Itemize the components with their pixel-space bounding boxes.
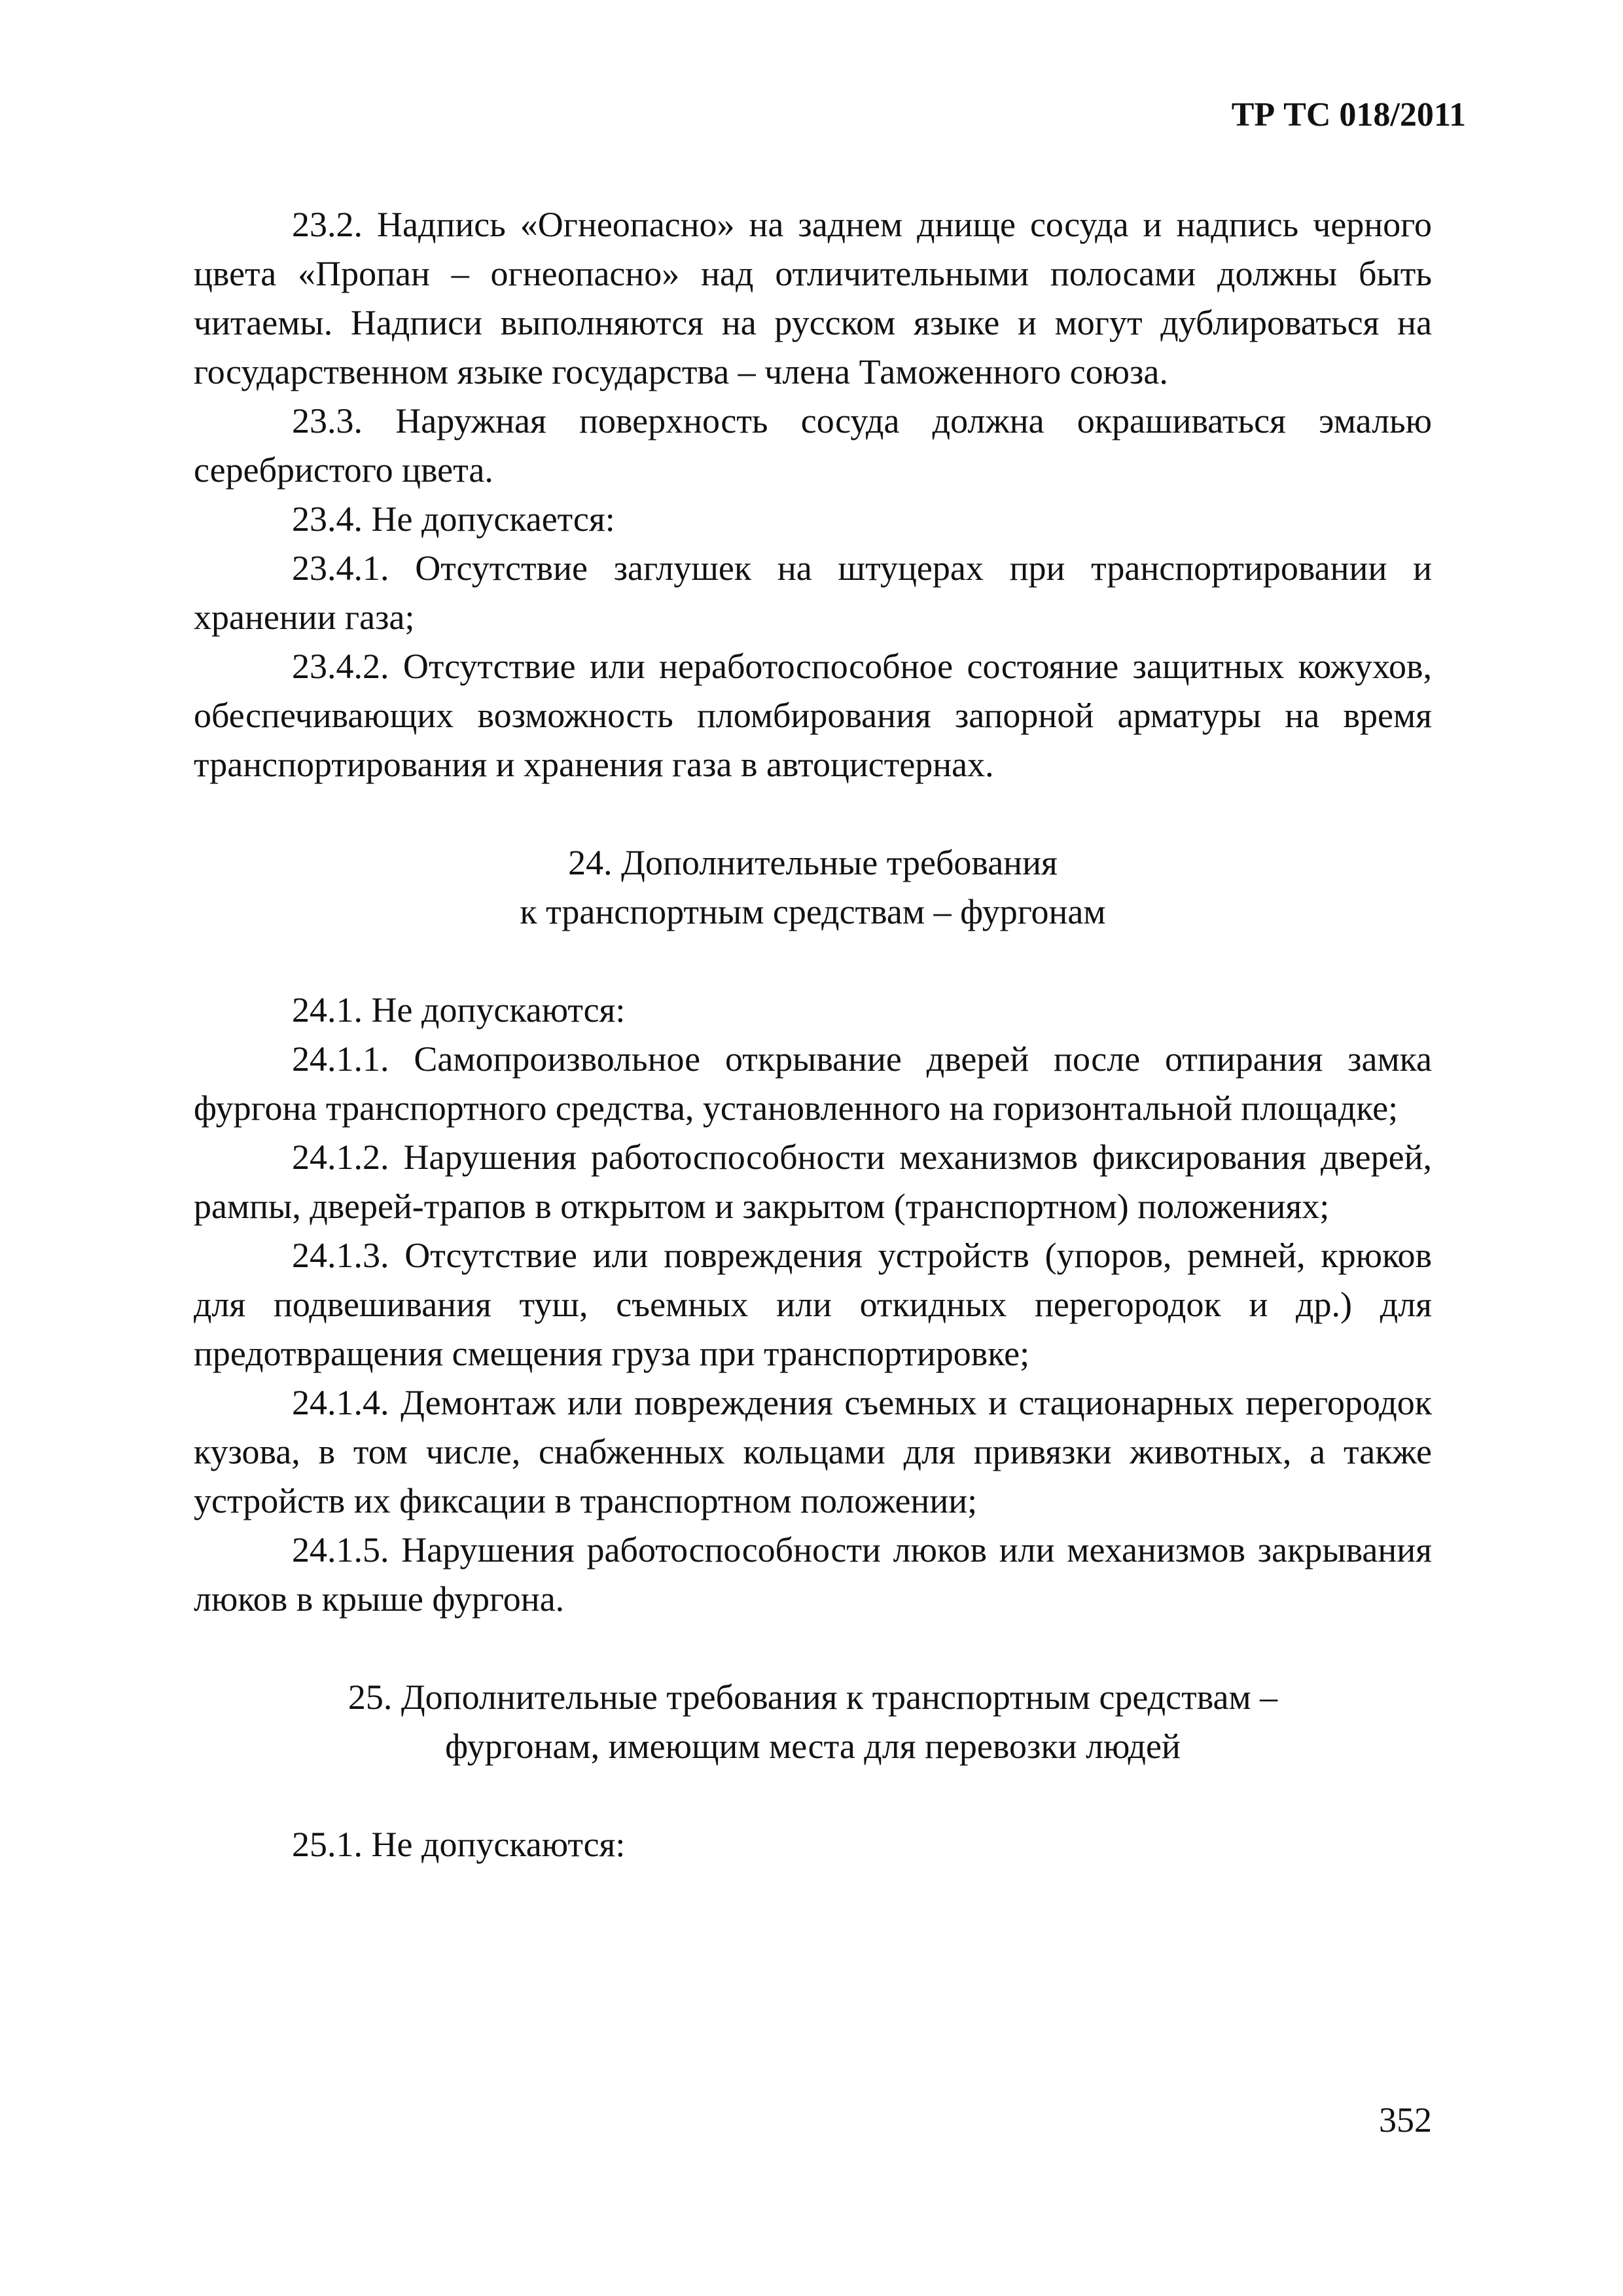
section-heading-24 bbox=[194, 838, 1432, 937]
paragraph-24-1-4: 24.1.4. Демонтаж или повреждения съемных и стационарных перегородок кузова, в том числе, снабженных кольцами для привязки животных, а также устройств их фиксации в транспортном положении; bbox=[194, 1383, 1432, 1520]
heading-line: 25. Дополнительные требования к транспортным средствам – bbox=[348, 1677, 1278, 1717]
heading-line: 24. Дополнительные требования bbox=[568, 843, 1058, 882]
paragraph-23-4-2: 23.4.2. Отсутствие или неработоспособное состояние защитных кожухов, обеспечивающих возможность пломбирования запорной арматуры на время транспортирования и хранения газа в автоцистернах. bbox=[194, 647, 1432, 784]
paragraph-24-1-5: 24.1.5. Нарушения работоспособности люков или механизмов закрывания люков в крыше фургона. bbox=[194, 1530, 1432, 1619]
paragraph-24-1-3: 24.1.3. Отсутствие или повреждения устройств (упоров, ремней, крюков для подвешивания туш, съемных или откидных перегородок и др.) для предотвращения смещения груза при транспортировке; bbox=[194, 1236, 1432, 1373]
paragraph-24-1: 24.1. Не допускаются: bbox=[292, 990, 626, 1030]
heading-line: к транспортным средствам – фургонам bbox=[520, 892, 1106, 931]
paragraph-25-1: 25.1. Не допускаются: bbox=[292, 1825, 626, 1864]
document-code-header: ТР ТС 018/2011 bbox=[1231, 96, 1466, 134]
paragraph-24-1-2: 24.1.2. Нарушения работоспособности механизмов фиксирования дверей, рампы, дверей-трапов в открытом и закрытом (транспортном) положениях; bbox=[194, 1138, 1432, 1226]
section-heading-25 bbox=[194, 1673, 1432, 1771]
page-number: 352 bbox=[1379, 2100, 1432, 2140]
heading-line: фургонам, имеющим места для перевозки людей bbox=[445, 1727, 1181, 1766]
document-body bbox=[194, 200, 1432, 1869]
paragraph-23-3: 23.3. Наружная поверхность сосуда должна окрашиваться эмалью серебристого цвета. bbox=[194, 401, 1432, 490]
paragraph-23-4-1: 23.4.1. Отсутствие заглушек на штуцерах при транспортировании и хранении газа; bbox=[194, 548, 1432, 637]
paragraph-24-1-1: 24.1.1. Самопроизвольное открывание дверей после отпирания замка фургона транспортного средства, установленного на горизонтальной площадке; bbox=[194, 1039, 1432, 1128]
paragraph-23-4: 23.4. Не допускается: bbox=[292, 499, 615, 539]
paragraph-23-2: 23.2. Надпись «Огнеопасно» на заднем днище сосуда и надпись черного цвета «Пропан – огнеопасно» над отличительными полосами должны быть читаемы. Надписи выполняются на русском языке и могут дублироваться на государственном языке государства – члена Таможенного союза. bbox=[194, 205, 1432, 391]
